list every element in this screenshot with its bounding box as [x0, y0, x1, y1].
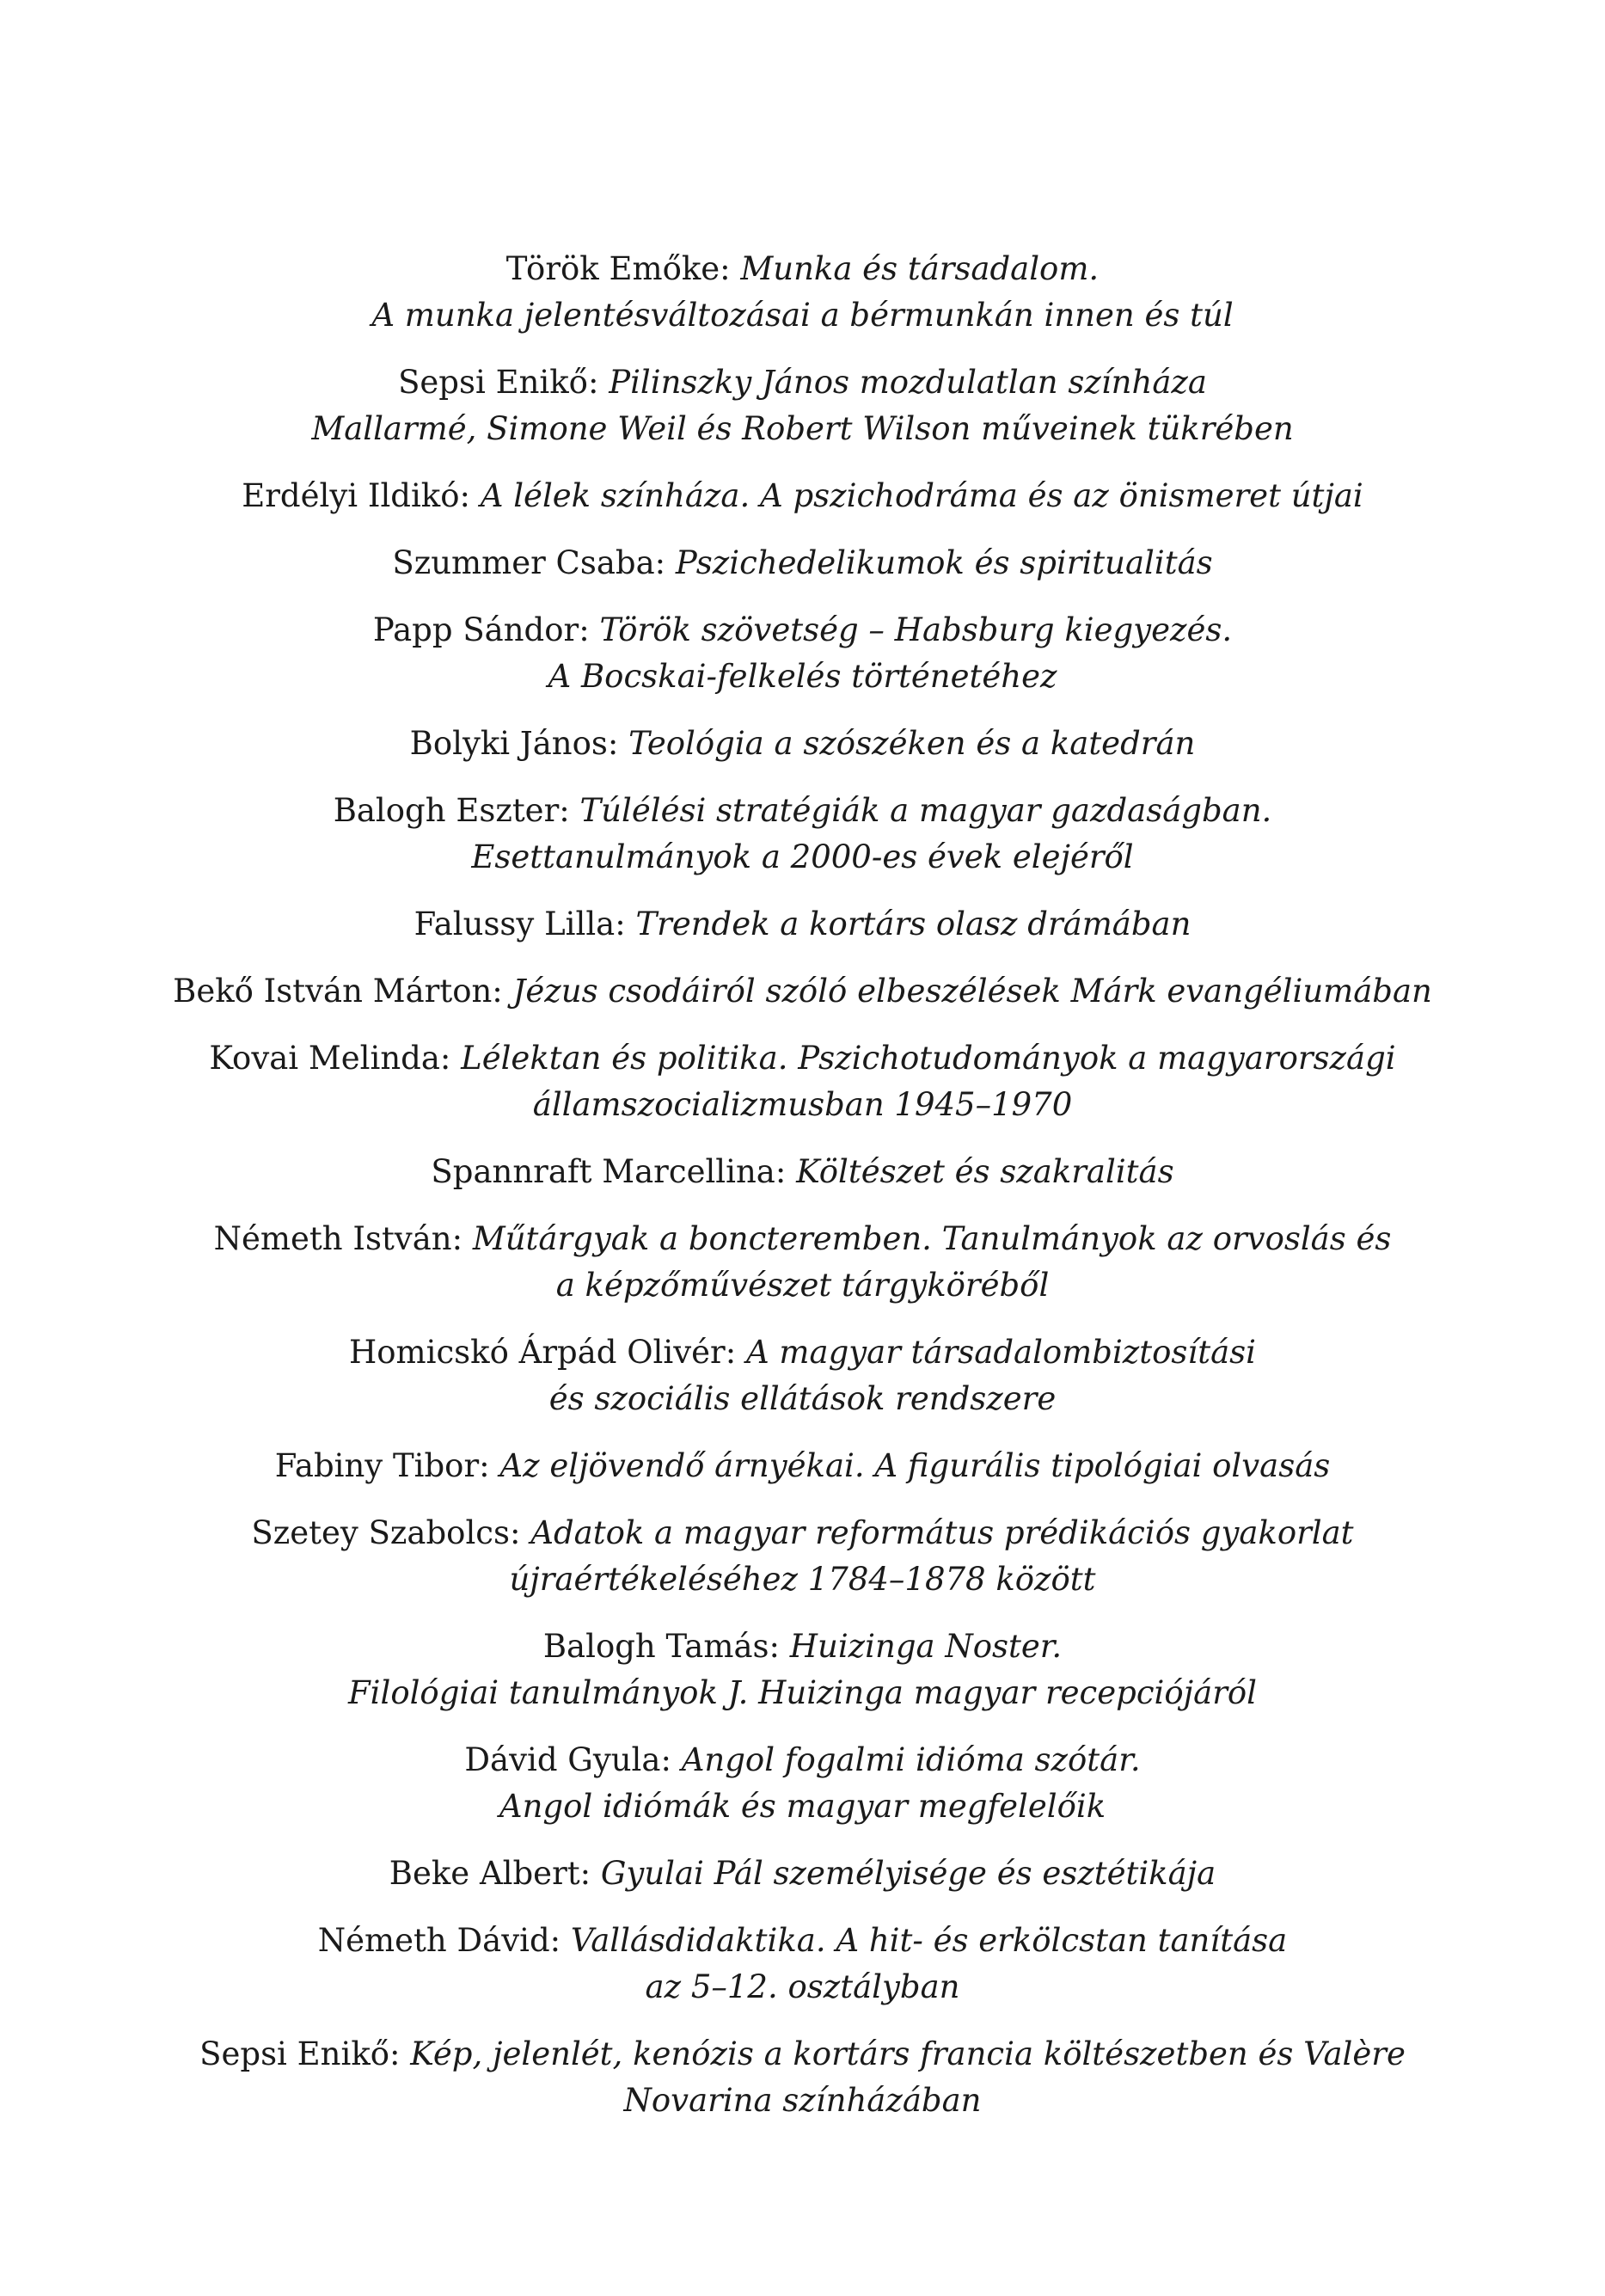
- book-title: Az eljövendő árnyékai. A figurális tipológiai olvasás: [499, 1447, 1331, 1484]
- book-entry: [0, 607, 1605, 700]
- book-title: A magyar társadalombiztosítási: [745, 1334, 1256, 1371]
- book-title: Költészet és szakralitás: [796, 1153, 1174, 1190]
- book-title: Jézus csodáiról szóló elbeszélések Márk evangéliumában: [512, 973, 1432, 1010]
- author-name: Balogh Tamás:: [542, 1628, 780, 1665]
- book-entry: [0, 1035, 1605, 1128]
- book-title: Teológia a szószéken és a katedrán: [628, 725, 1196, 762]
- book-entry: [0, 1737, 1605, 1830]
- book-entry: [0, 1216, 1605, 1309]
- entry-line: [0, 1329, 1605, 1376]
- book-title: Török szövetség – Habsburg kiegyezés.: [599, 611, 1233, 648]
- entry-line: [0, 901, 1605, 948]
- entry-line: [0, 1624, 1605, 1670]
- book-entry: [0, 1149, 1605, 1195]
- author-name: Bolyki János:: [409, 725, 619, 762]
- author-name: Erdélyi Ildikó:: [242, 477, 470, 514]
- book-title-continued: Esettanulmányok a 2000-es évek elejéről: [471, 838, 1134, 875]
- entry-line: [0, 1443, 1605, 1489]
- book-title: Angol fogalmi idióma szótár.: [681, 1741, 1141, 1778]
- author-name: Falussy Lilla:: [414, 906, 626, 942]
- book-title: Vallásdidaktika. A hit- és erkölcstan tanítása: [570, 1922, 1288, 1959]
- book-title: Lélektan és politika. Pszichotudományok a magyarországi: [461, 1040, 1396, 1077]
- entry-line: [0, 2031, 1605, 2078]
- book-title-continued: államszocializmusban 1945–1970: [532, 1086, 1073, 1123]
- book-entry: [0, 2031, 1605, 2124]
- entry-line: [0, 1216, 1605, 1262]
- entry-line: [0, 607, 1605, 654]
- book-title-continued: és szociális ellátások rendszere: [548, 1380, 1057, 1417]
- author-name: Szummer Csaba:: [392, 544, 666, 581]
- author-name: Sepsi Enikő:: [199, 2035, 401, 2072]
- book-title-continued: A munka jelentésváltozásai a bérmunkán innen és túl: [371, 297, 1234, 334]
- book-title-continued: Filológiai tanulmányok J. Huizinga magyar recepciójáról: [347, 1674, 1257, 1711]
- book-title-continued: A Bocskai-felkelés történetéhez: [548, 658, 1057, 695]
- book-title: Huizinga Noster.: [789, 1628, 1063, 1665]
- book-entry: [0, 359, 1605, 452]
- book-entry: [0, 1624, 1605, 1716]
- author-name: Homicskó Árpád Olivér:: [348, 1334, 737, 1371]
- book-title: Pszichedelikumok és spiritualitás: [675, 544, 1213, 581]
- author-name: Spannraft Marcellina:: [431, 1153, 787, 1190]
- entry-line: [0, 359, 1605, 406]
- entry-line: [0, 246, 1605, 292]
- book-title: Trendek a kortárs olasz drámában: [635, 906, 1191, 942]
- book-title: Pilinszky János mozdulatlan színháza: [609, 364, 1207, 401]
- book-entry: [0, 1443, 1605, 1489]
- author-name: Fabiny Tibor:: [274, 1447, 490, 1484]
- book-list: [0, 246, 1605, 2145]
- book-title: Munka és társadalom.: [740, 250, 1100, 287]
- book-entry: [0, 721, 1605, 767]
- author-name: Sepsi Enikő:: [398, 364, 599, 401]
- book-entry: [0, 540, 1605, 586]
- author-name: Papp Sándor:: [372, 611, 590, 648]
- entry-line: [0, 721, 1605, 767]
- book-title: A lélek színháza. A pszichodráma és az önismeret útjai: [480, 477, 1363, 514]
- entry-line: [0, 473, 1605, 519]
- author-name: Németh Dávid:: [317, 1922, 561, 1959]
- book-title-continued: Novarina színházában: [623, 2082, 982, 2119]
- author-name: Németh István:: [213, 1220, 463, 1257]
- entry-line: [0, 788, 1605, 834]
- book-entry: [0, 246, 1605, 339]
- book-entry: [0, 1329, 1605, 1422]
- book-title: Túlélési stratégiák a magyar gazdaságban.: [579, 792, 1272, 829]
- entry-line: [0, 1149, 1605, 1195]
- book-entry: [0, 1510, 1605, 1603]
- author-name: Szetey Szabolcs:: [251, 1514, 521, 1551]
- book-entry: [0, 968, 1605, 1015]
- book-title: Műtárgyak a boncteremben. Tanulmányok az orvoslás és: [472, 1220, 1392, 1257]
- book-title: Gyulai Pál személyisége és esztétikája: [600, 1855, 1216, 1892]
- book-entry: [0, 473, 1605, 519]
- book-entry: [0, 1851, 1605, 1897]
- author-name: Balogh Eszter:: [333, 792, 570, 829]
- entry-line: [0, 1851, 1605, 1897]
- author-name: Bekő István Márton:: [173, 973, 503, 1010]
- entry-line: [0, 540, 1605, 586]
- book-title-continued: Mallarmé, Simone Weil és Robert Wilson műveinek tükrében: [311, 410, 1294, 447]
- author-name: Török Emőke:: [505, 250, 731, 287]
- entry-line: [0, 1035, 1605, 1082]
- author-name: Dávid Gyula:: [464, 1741, 671, 1778]
- entry-line: [0, 968, 1605, 1015]
- book-title-continued: az 5–12. osztályban: [645, 1968, 960, 2005]
- entry-line: [0, 1918, 1605, 1964]
- book-entry: [0, 788, 1605, 881]
- book-entry: [0, 1918, 1605, 2011]
- author-name: Beke Albert:: [389, 1855, 591, 1892]
- entry-line: [0, 1737, 1605, 1783]
- book-title-continued: a képzőművészet tárgyköréből: [555, 1267, 1050, 1304]
- author-name: Kovai Melinda:: [209, 1040, 451, 1077]
- book-entry: [0, 901, 1605, 948]
- book-title-continued: újraértékeléséhez 1784–1878 között: [509, 1561, 1096, 1598]
- entry-line: [0, 1510, 1605, 1556]
- book-title: Adatok a magyar református prédikációs gyakorlat: [530, 1514, 1354, 1551]
- book-title: Kép, jelenlét, kenózis a kortárs francia költészetben és Valère: [410, 2035, 1406, 2072]
- book-title-continued: Angol idiómák és magyar megfelelőik: [499, 1788, 1106, 1825]
